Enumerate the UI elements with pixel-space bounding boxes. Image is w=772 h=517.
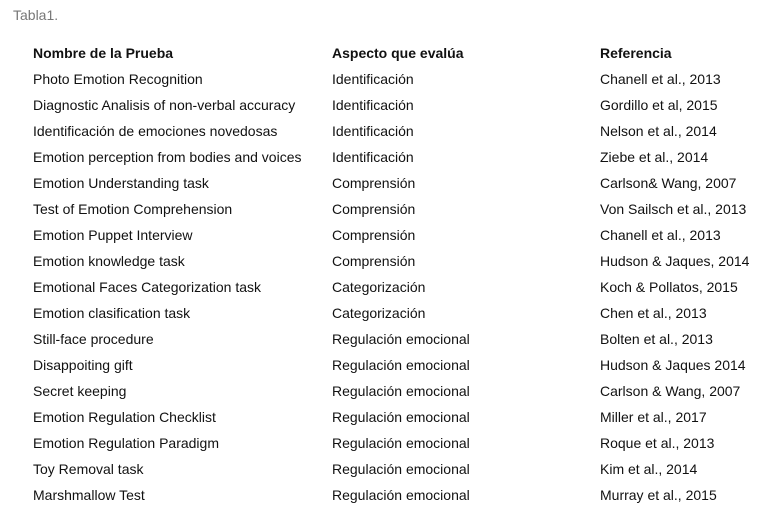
cell-test-name: Secret keeping [33, 383, 127, 399]
cell-aspect: Regulación emocional [332, 383, 470, 399]
cell-aspect: Regulación emocional [332, 331, 470, 347]
table-caption: Tabla1. [13, 7, 59, 23]
table-row [27, 378, 770, 404]
cell-reference: Gordillo et al, 2015 [600, 97, 718, 113]
table-row [27, 404, 770, 430]
cell-test-name: Photo Emotion Recognition [33, 71, 203, 87]
cell-test-name: Emotion knowledge task [33, 253, 185, 269]
cell-aspect: Identificación [332, 149, 414, 165]
table-row [27, 352, 770, 378]
table-row [27, 92, 770, 118]
cell-aspect: Regulación emocional [332, 357, 470, 373]
table-row [27, 66, 770, 92]
cell-aspect: Comprensión [332, 201, 416, 217]
table-row [27, 300, 770, 326]
table-row [27, 170, 770, 196]
cell-test-name: Emotion Understanding task [33, 175, 209, 191]
cell-test-name: Still-face procedure [33, 331, 154, 347]
cell-test-name: Diagnostic Analisis of non-verbal accuracy [33, 97, 296, 113]
table-row [27, 456, 770, 482]
table-row [27, 118, 770, 144]
cell-aspect: Categorización [332, 305, 426, 321]
cell-reference: Murray et al., 2015 [600, 487, 717, 503]
cell-reference: Hudson & Jaques, 2014 [600, 253, 750, 269]
cell-aspect: Identificación [332, 71, 414, 87]
cell-reference: Carlson& Wang, 2007 [600, 175, 737, 191]
cell-reference: Von Sailsch et al., 2013 [600, 201, 747, 217]
cell-aspect: Comprensión [332, 175, 416, 191]
cell-reference: Ziebe et al., 2014 [600, 149, 709, 165]
tests-table [27, 40, 770, 508]
cell-reference: Kim et al., 2014 [600, 461, 698, 477]
cell-aspect: Comprensión [332, 227, 416, 243]
cell-aspect: Identificación [332, 97, 414, 113]
cell-reference: Chanell et al., 2013 [600, 227, 721, 243]
header-test-name: Nombre de la Prueba [33, 45, 174, 61]
table-body [27, 66, 770, 508]
table-row [27, 430, 770, 456]
cell-test-name: Marshmallow Test [33, 487, 145, 503]
cell-test-name: Emotion clasification task [33, 305, 191, 321]
table-row [27, 222, 770, 248]
cell-reference: Koch & Pollatos, 2015 [600, 279, 738, 295]
header-aspect: Aspecto que evalúa [332, 45, 464, 61]
cell-reference: Roque et al., 2013 [600, 435, 715, 451]
cell-test-name: Identificación de emociones novedosas [33, 123, 278, 139]
cell-test-name: Emotional Faces Categorization task [33, 279, 261, 295]
table-row [27, 144, 770, 170]
table-row [27, 248, 770, 274]
table-row [27, 274, 770, 300]
cell-reference: Bolten et al., 2013 [600, 331, 713, 347]
cell-reference: Nelson et al., 2014 [600, 123, 717, 139]
cell-reference: Hudson & Jaques 2014 [600, 357, 746, 373]
cell-test-name: Emotion perception from bodies and voices [33, 149, 302, 165]
cell-reference: Chanell et al., 2013 [600, 71, 721, 87]
cell-reference: Chen et al., 2013 [600, 305, 707, 321]
table-header-row [27, 40, 770, 66]
cell-aspect: Regulación emocional [332, 461, 470, 477]
cell-aspect: Regulación emocional [332, 435, 470, 451]
cell-reference: Miller et al., 2017 [600, 409, 707, 425]
table-row [27, 196, 770, 222]
cell-aspect: Categorización [332, 279, 426, 295]
cell-reference: Carlson & Wang, 2007 [600, 383, 741, 399]
cell-test-name: Test of Emotion Comprehension [33, 201, 233, 217]
cell-aspect: Comprensión [332, 253, 416, 269]
cell-test-name: Emotion Regulation Paradigm [33, 435, 219, 451]
table-row [27, 482, 770, 508]
header-reference: Referencia [600, 45, 672, 61]
cell-test-name: Emotion Regulation Checklist [33, 409, 216, 425]
cell-aspect: Identificación [332, 123, 414, 139]
cell-aspect: Regulación emocional [332, 487, 470, 503]
cell-aspect: Regulación emocional [332, 409, 470, 425]
cell-test-name: Emotion Puppet Interview [33, 227, 193, 243]
cell-test-name: Toy Removal task [33, 461, 144, 477]
table-row [27, 326, 770, 352]
cell-test-name: Disappoiting gift [33, 357, 133, 373]
